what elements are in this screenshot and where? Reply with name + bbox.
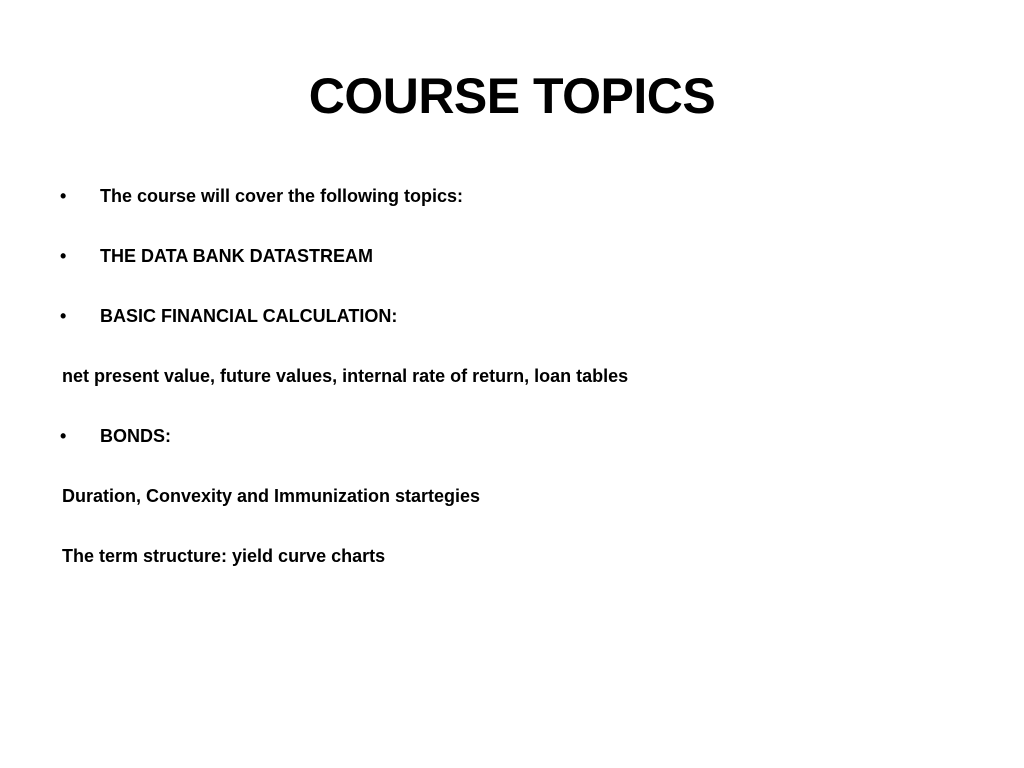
- list-item-text: THE DATA BANK DATASTREAM: [100, 246, 373, 266]
- bullet-icon: •: [60, 246, 67, 266]
- slide-title: COURSE TOPICS: [308, 68, 716, 124]
- bullet-icon: •: [60, 186, 67, 206]
- list-item-text: BASIC FINANCIAL CALCULATION:: [100, 306, 398, 326]
- list-item-text: Duration, Convexity and Immunization startegies: [62, 486, 481, 506]
- bullet-icon: •: [60, 306, 67, 326]
- list-item-text: The term structure: yield curve charts: [62, 546, 386, 566]
- bullet-icon: •: [60, 426, 67, 446]
- list-item-text: The course will cover the following topics:: [100, 186, 464, 206]
- list-item-text: net present value, future values, internal rate of return, loan tables: [62, 366, 629, 386]
- list-item-text: BONDS:: [100, 426, 171, 446]
